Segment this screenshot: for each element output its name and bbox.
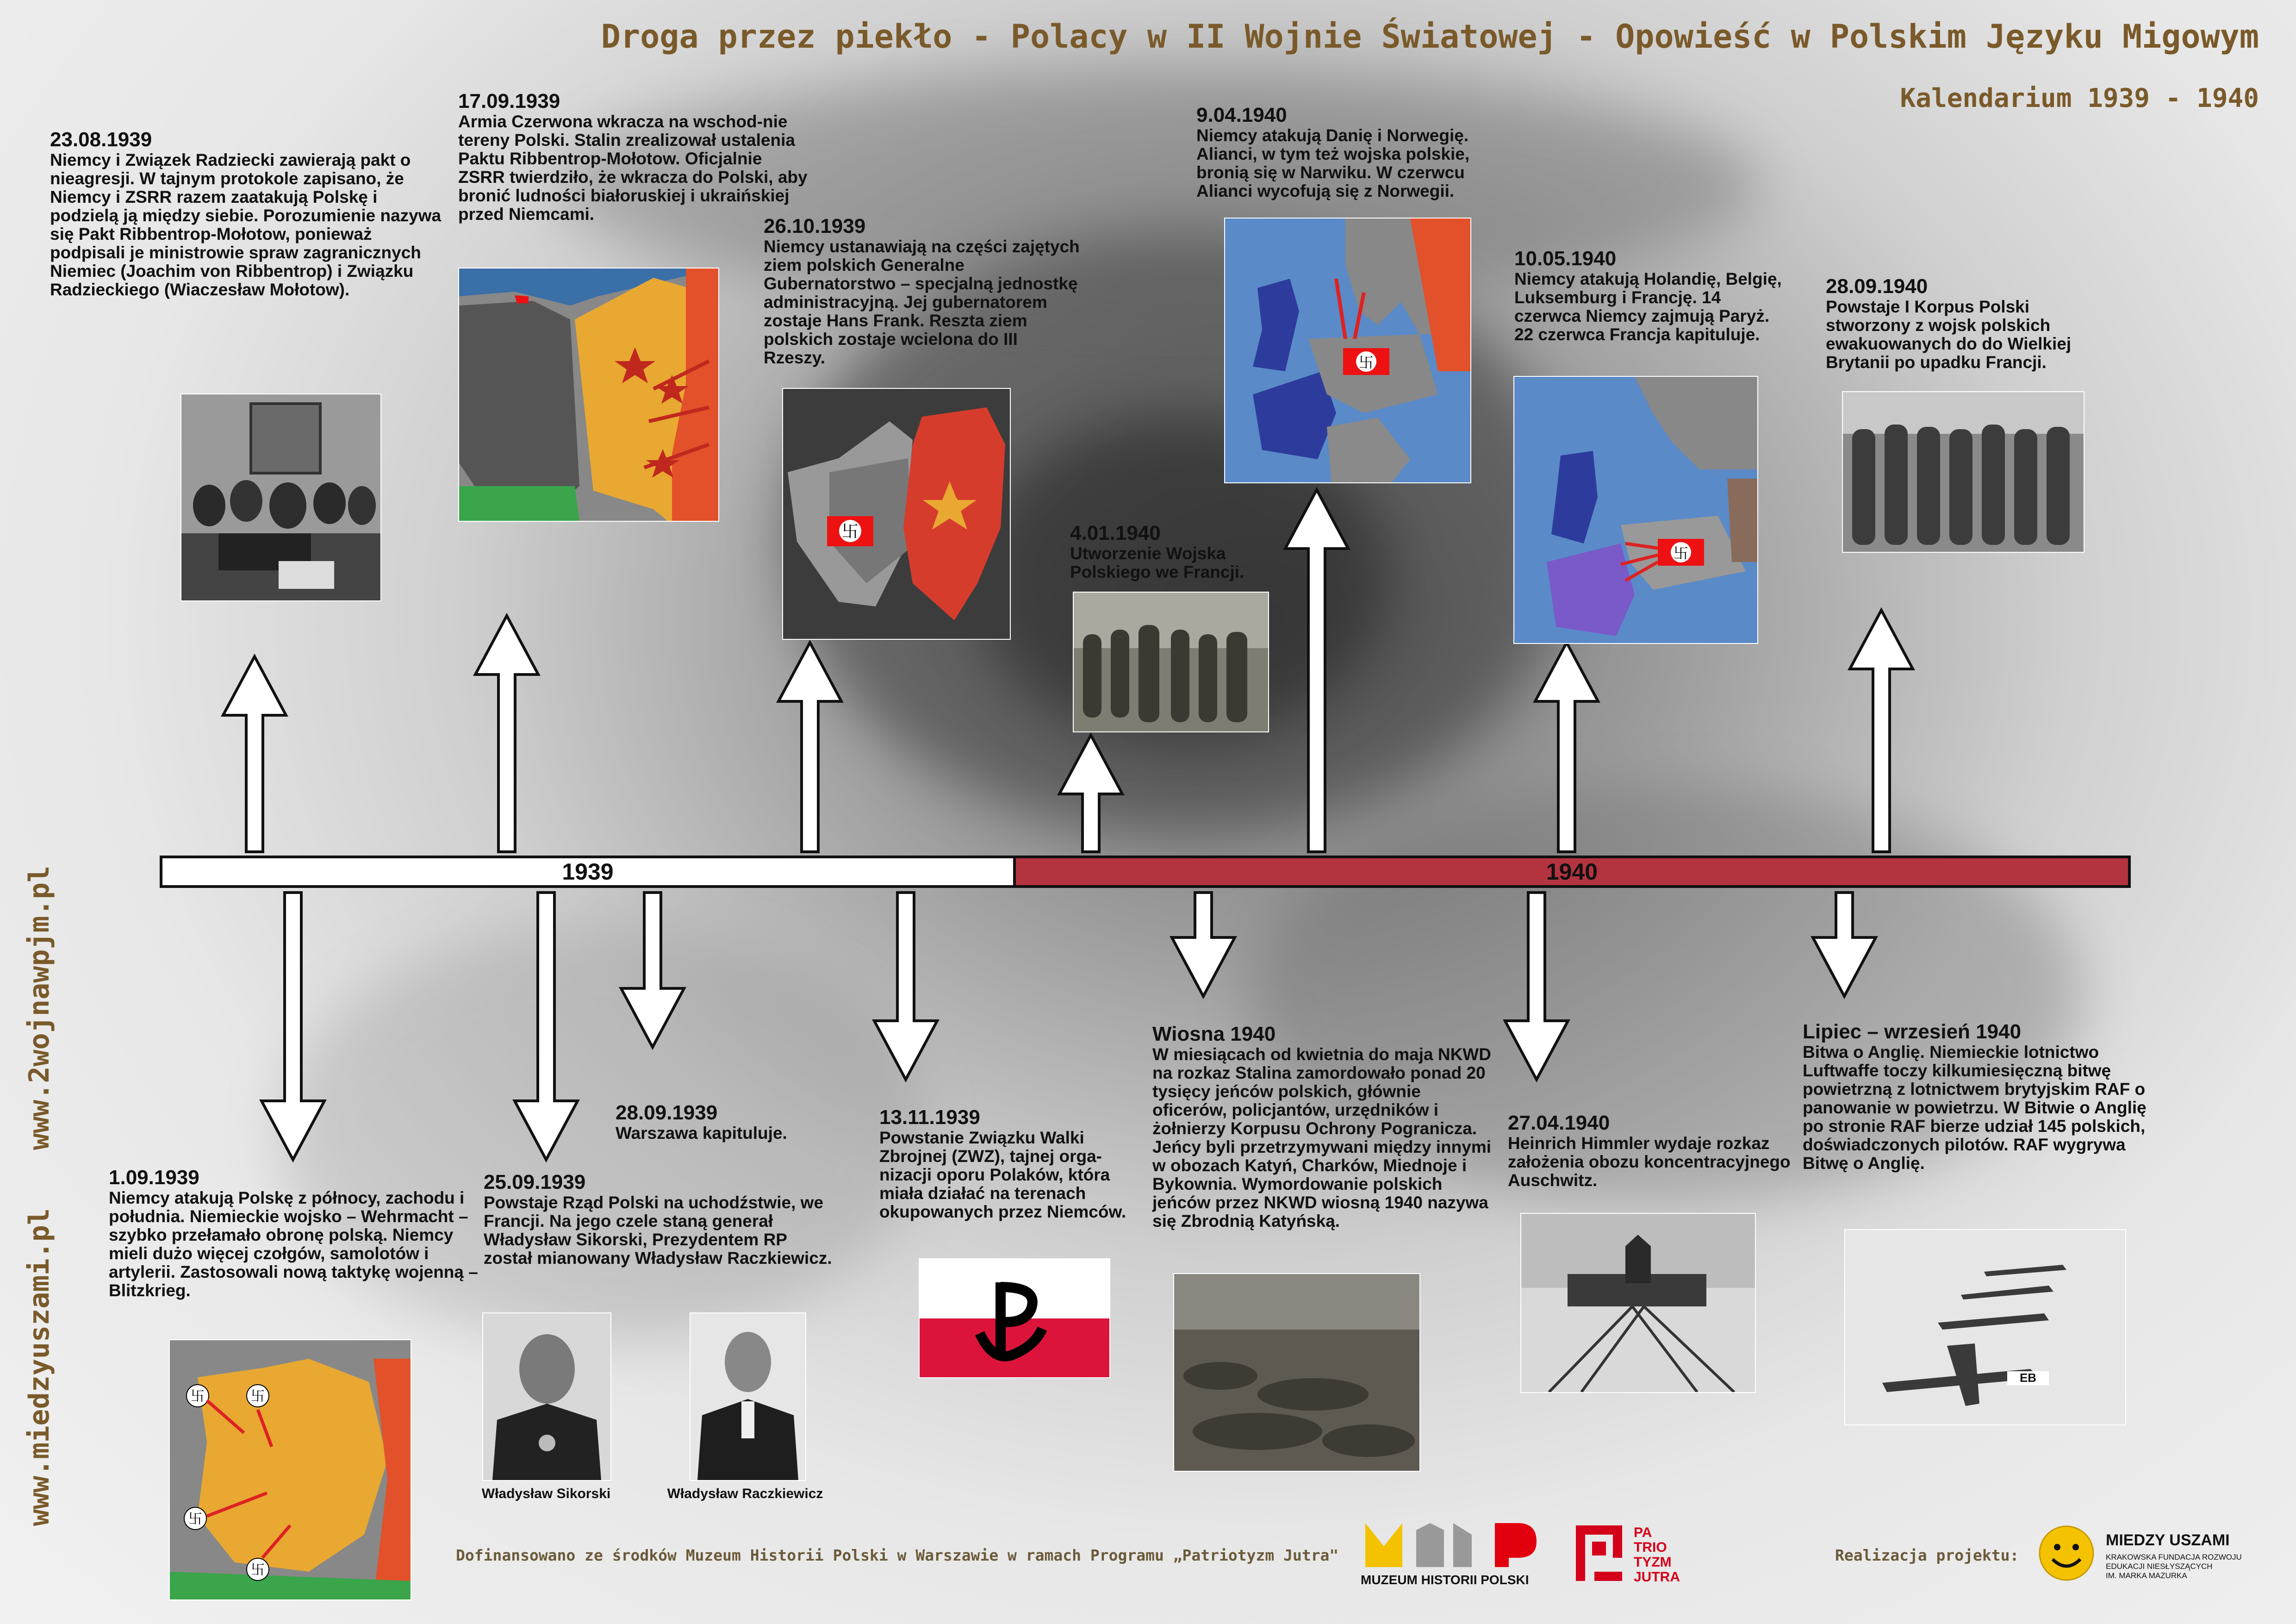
event-text: Powstanie Związku Walki Zbrojnej (ZWZ), tajnej orga-nizacji oporu Polaków, która miała działać na terenach okupowanych przez Niemców. [879, 1128, 1126, 1221]
svg-text:卐: 卐 [251, 1562, 265, 1578]
arrow-down-4 [874, 893, 937, 1080]
event-28-09-1940 [1826, 275, 2094, 372]
event-13-11-1939 [879, 1106, 1152, 1221]
page-title: Droga przez piekło - Polacy w II Wojnie Światowej - Opowieść w Polskim Języku Migowym [601, 18, 2259, 56]
event-27-04-1940 [1508, 1112, 1795, 1190]
event-text: Bitwa o Anglię. Niemieckie lotnictwo Luftwaffe toczy kilkumiesięczną bitwę powietrzną z lotnictwem brytyjskim RAF o panowanie w powietrzu. W Bitwie o Anglię po stronie RAF bierze udział 145 polskich, doświadczonych pilotów. RAF wygrywa Bitwę o Anglię. [1803, 1043, 2147, 1173]
foundation-line: EDUKACJI NIESŁYSZĄCYCH [2106, 1562, 2213, 1571]
arrow-up-5 [1285, 490, 1348, 852]
event-date: 4.01.1940 [1070, 522, 1161, 544]
miedzy-uszami-text: MIEDZY USZAMI [2106, 1531, 2230, 1549]
arrow-down-6 [1505, 893, 1568, 1080]
svg-text:卐: 卐 [1673, 545, 1689, 562]
event-text: Powstaje I Korpus Polski stworzony z wojsk polskich ewakuowanych do do Wielkiej Brytanii po upadku Francji. [1826, 297, 2072, 372]
svg-text:EB: EB [2019, 1371, 2037, 1385]
museum-logo[interactable] [1361, 1521, 1546, 1590]
photo-spitfires [1844, 1229, 2126, 1425]
event-date: 17.09.1939 [458, 90, 560, 112]
event-28-09-1939-warszawa [616, 1102, 847, 1143]
event-23-08-1939 [50, 129, 448, 299]
event-text: Armia Czerwona wkracza na wschod-nie tereny Polski. Stalin zrealizował ustalenia Paktu Ribbentrop-Mołotow. Oficjalnie ZSRR twierdziło, że wkracza do Polski, aby bronić ludności białoruskiej i ukraińskiej przed Niemcami. [458, 112, 808, 224]
patriotyzm-logo-line: TRIO [1634, 1540, 1667, 1555]
svg-text:卐: 卐 [841, 522, 859, 541]
photo-sikorski [482, 1312, 611, 1481]
foundation-line: KRAKOWSKA FUNDACJA ROZWOJU [2106, 1553, 2242, 1562]
funding-note: Dofinansowano ze środków Muzeum Historii Polski w Warszawie w ramach Programu „Patriotyzm Jutra" [456, 1546, 1339, 1564]
event-4-01-1940 [1070, 522, 1283, 581]
arrow-up-2 [475, 616, 538, 852]
event-26-10-1939 [764, 215, 1083, 367]
map-german-invasion [169, 1339, 411, 1600]
timeline-year-1940: 1940 [1546, 859, 1598, 885]
miedzy-uszami-logo[interactable] [2036, 1523, 2277, 1593]
arrow-down-7 [1813, 893, 1876, 996]
photo-pact-signing [180, 394, 381, 601]
event-date: Wiosna 1940 [1152, 1023, 1276, 1045]
event-text: Warszawa kapituluje. [616, 1124, 787, 1143]
arrow-up-7 [1850, 610, 1913, 852]
kotwica-flag [919, 1258, 1110, 1378]
map-general-government [782, 388, 1011, 640]
realizacja-label: Realizacja projektu: [1835, 1546, 2019, 1564]
event-text: Niemcy atakują Polskę z północy, zachodu i południa. Niemieckie wojsko – Wehrmacht – szybko przełamało obronę polską. Niemcy mieli dużo więcej czołgów, samolotów i artylerii. Zastosowali nową taktykę wojenną – Blitzkrieg. [109, 1188, 478, 1300]
arrow-up-3 [778, 643, 841, 852]
arrow-up-6 [1535, 643, 1598, 852]
event-date: 26.10.1939 [764, 215, 866, 237]
side-url-2[interactable]: www.miedzyuszami.pl [23, 1208, 56, 1526]
event-text: Niemcy atakują Danię i Norwegię. Alianci, w tym też wojska polskie, bronią się w Narwiku. W czerwcu Alianci wycofują się z Norwegii. [1196, 126, 1470, 200]
page-subtitle: Kalendarium 1939 - 1940 [1900, 83, 2259, 113]
patriotyzm-logo-text [1634, 1525, 1680, 1585]
svg-text:卐: 卐 [251, 1389, 265, 1404]
svg-text:☭: ☭ [944, 494, 960, 514]
svg-text:卐: 卐 [1358, 354, 1374, 371]
arrow-up-1 [223, 656, 286, 852]
foundation-line: IM. MARKA MAZURKA [2106, 1571, 2187, 1580]
arrow-down-3 [621, 893, 684, 1047]
map-western-offensive [1513, 376, 1758, 644]
photo-polish-army-france [1073, 592, 1269, 732]
caption-raczkiewicz: Władysław Raczkiewicz [667, 1486, 823, 1501]
svg-text:卐: 卐 [191, 1389, 205, 1404]
event-9-04-1940 [1196, 104, 1516, 200]
event-10-05-1940 [1514, 248, 1792, 344]
event-text: Heinrich Himmler wydaje rozkaz założenia obozu koncentracyjnego Auschwitz. [1508, 1134, 1791, 1190]
event-lipiec-wrzesien-1940 [1803, 1021, 2164, 1173]
side-url-1[interactable]: www.2wojnawpjm.pl [23, 866, 56, 1150]
map-denmark-norway [1224, 218, 1471, 483]
event-date: 13.11.1939 [879, 1106, 980, 1129]
arrow-down-5 [1172, 893, 1235, 996]
event-17-09-1939 [458, 90, 810, 224]
photo-polish-corps [1842, 391, 2084, 553]
foundation-text [2106, 1553, 2242, 1580]
arrow-down-2 [515, 893, 578, 1160]
map-soviet-invasion [458, 268, 719, 522]
event-date: 23.08.1939 [50, 128, 152, 151]
photo-auschwitz [1520, 1213, 1756, 1393]
event-1-09-1939 [109, 1167, 479, 1300]
arrow-down-1 [261, 893, 324, 1160]
event-date: 25.09.1939 [484, 1171, 586, 1193]
event-25-09-1939 [484, 1171, 835, 1268]
event-date: 28.09.1940 [1826, 275, 1928, 298]
event-date: 27.04.1940 [1508, 1112, 1610, 1134]
event-date: 28.09.1939 [616, 1101, 718, 1124]
photo-katyn [1173, 1273, 1420, 1472]
timeline-year-1939: 1939 [562, 859, 614, 885]
event-text: W miesiącach od kwietnia do maja NKWD na rozkaz Stalina zamordowało ponad 20 tysięcy jeńców polskich, głównie oficerów, policjantów, urzędników i żołnierzy Korpusu Ochrony Pogranicza. Jeńcy byli przetrzymywani między innymi w obozach Katyń, Charków, Miednoje i Bykownia. Wymordowanie polskich jeńców przez NKWD wiosną 1940 nazywa się Zbrodnią Katyńską. [1152, 1045, 1492, 1230]
patriotyzm-logo-line: PA [1634, 1525, 1652, 1540]
caption-sikorski: Władysław Sikorski [481, 1486, 611, 1501]
event-date: Lipiec – wrzesień 1940 [1803, 1020, 2022, 1043]
event-date: 1.09.1939 [109, 1166, 199, 1189]
patriotyzm-logo-line: JUTRA [1634, 1569, 1680, 1585]
event-date: 10.05.1940 [1514, 247, 1617, 270]
event-text: Utworzenie Wojska Polskiego we Francji. [1070, 544, 1244, 581]
event-text: Niemcy ustanawiają na części zajętych ziem polskich Generalne Gubernatorstwo – specjalną jednostkę administracyjną. Jej gubernatorem zostaje Hans Frank. Reszta ziem polskich zostaje wcielona do III Rzeszy. [764, 237, 1080, 367]
patriotyzm-logo-line: TYZM [1634, 1555, 1672, 1570]
event-text: Niemcy i Związek Radziecki zawierają pakt o nieagresji. W tajnym protokole zapisano, że Niemcy i ZSRR razem zaatakują Polskę i podzielą ją między siebie. Porozumienie nazywa się Pakt Ribbentrop-Mołotow, ponieważ podpisali je ministrowie spraw zagranicznych Niemiec (Joachim von Ribbentrop) i Związku Radzieckiego (Wiaczesław Mołotow). [50, 150, 442, 299]
event-text: Powstaje Rząd Polski na uchodźstwie, we Francji. Na jego czele staną generał Władysław Sikorski, Prezydentem RP został mianowany Władysław Raczkiewicz. [484, 1193, 832, 1268]
event-text: Niemcy atakują Holandię, Belgię, Luksemburg i Francję. 14 czerwca Niemcy zajmują Paryż. 22 czerwca Francja kapituluje. [1514, 269, 1782, 344]
event-date: 9.04.1940 [1196, 104, 1287, 126]
photo-raczkiewicz [690, 1312, 806, 1481]
svg-text:卐: 卐 [188, 1512, 202, 1527]
museum-logo-text: MUZEUM HISTORII POLSKI [1361, 1573, 1529, 1587]
arrow-up-4 [1059, 735, 1122, 852]
patriotyzm-logo[interactable] [1576, 1521, 1701, 1590]
event-wiosna-1940 [1152, 1023, 1500, 1230]
